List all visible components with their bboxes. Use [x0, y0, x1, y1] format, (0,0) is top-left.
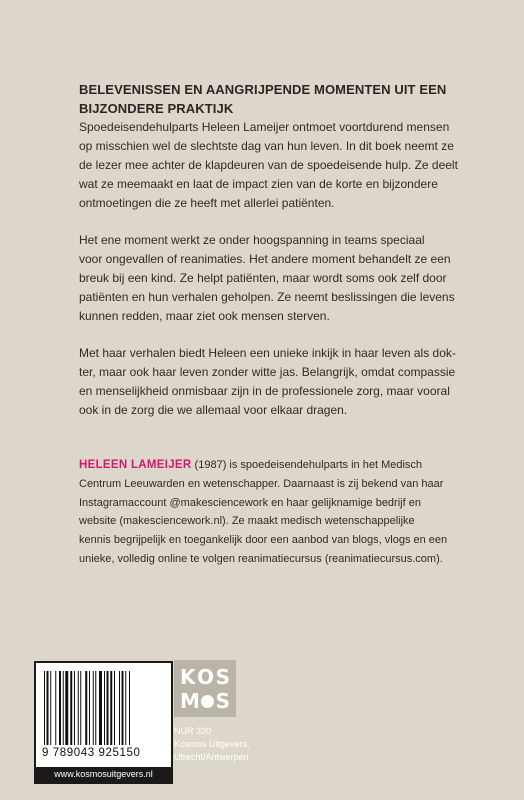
barcode-icon	[44, 671, 164, 745]
blurb-paragraph-2: Het ene moment werkt ze onder hoogspanning in teams speciaal voor ongevallen of reanimaties. Het andere moment behandelt ze een breuk bij een kind. Ze helpt patiënten, maar wordt soms ook zelf door patiënten en hun verhalen geholpen. Ze neemt beslissingen die levens kunnen redden, maar ziet ook mensen sterven.	[79, 233, 455, 323]
author-name: HELEEN LAMEIJER	[79, 459, 192, 471]
publisher-url: www.kosmosuitgevers.nl	[36, 767, 171, 782]
barcode-panel	[36, 663, 171, 782]
kosmos-logo: K O S M S	[174, 660, 236, 717]
isbn-number: 9 789043 925150	[42, 747, 141, 759]
blurb-paragraph-3: Met haar verhalen biedt Heleen een unieke inkijk in haar leven als dok- ter, maar ook haar leven zonder witte jas. Belangrijk, omdat compassie en menselijkheid onmisbaar zijn in de professionele zorg, maar vooral ook in de zorg die we allemaal voor elkaar dragen.	[79, 346, 456, 417]
publisher-city: Utrecht/Antwerpen	[174, 752, 249, 762]
nur-code: NUR 320	[174, 726, 212, 736]
cover-blurb	[79, 80, 459, 438]
logo-dot-icon	[201, 695, 214, 708]
publisher-name: Kosmos Uitgevers,	[174, 739, 250, 749]
blurb-heading: BELEVENISSEN EN AANGRIJPENDE MOMENTEN UIT EEN BIJZONDERE PRAKTIJK	[79, 82, 447, 116]
publisher-info	[174, 725, 250, 764]
blurb-paragraph-1: Spoedeisendehulparts Heleen Lameijer ontmoet voortdurend mensen op misschien wel de slechtste dag van hun leven. In dit boek neemt ze de lezer mee achter de klapdeuren van de spoedeisende hulp. Ze deelt wat ze meemaakt en laat de impact zien van de korte en bijzondere ontmoetingen die ze heeft met allerlei patiënten.	[79, 120, 458, 210]
author-bio: HELEEN LAMEIJER (1987) is spoedeisendehulparts in het Medisch Centrum Leeuwarden en wetenschapper. Daarnaast is zij bekend van haar Instagramaccount @makesciencework en haar gelijknamige bedrijf en website (makesciencework.nl). Ze maakt medisch wetenschappelijke kennis begrijpelijk en toegankelijk door een aanbod van blogs, vlogs en een unieke, volledig online te volgen reanimatiecursus (reanimatiecursus.com).	[79, 459, 448, 565]
